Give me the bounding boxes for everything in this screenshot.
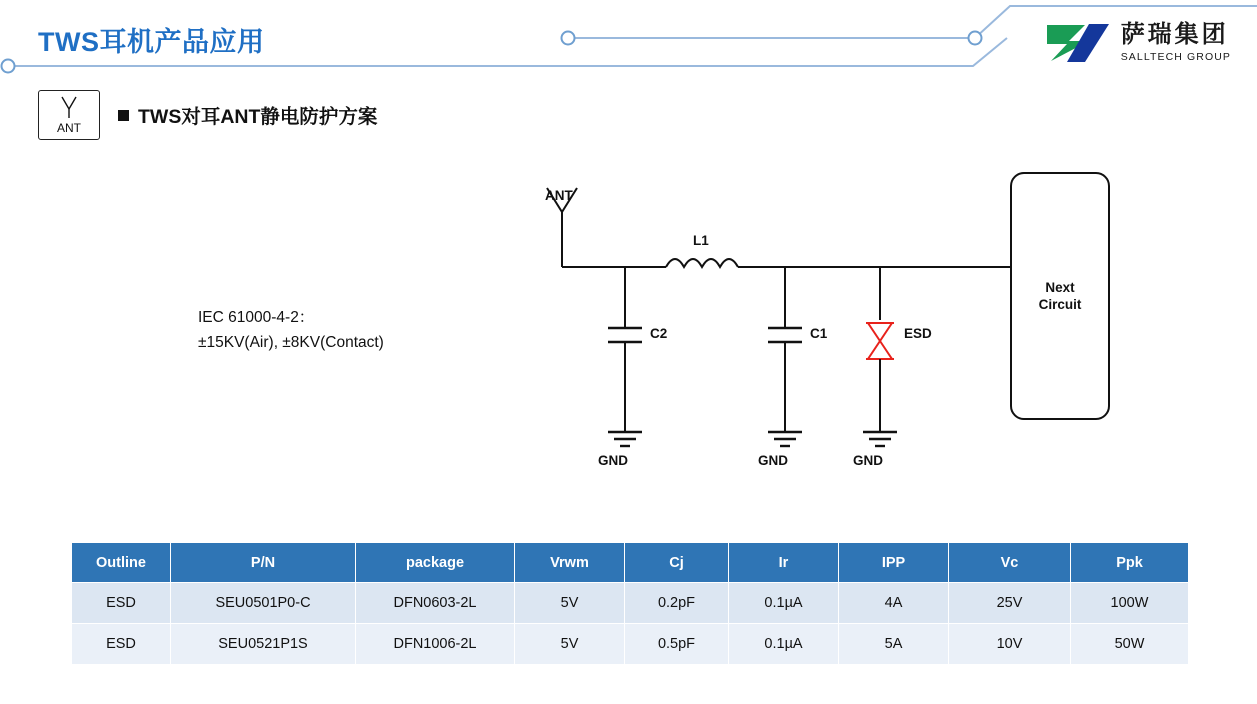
column-header-ppk: Ppk: [1071, 543, 1189, 583]
column-header-outline: Outline: [72, 543, 171, 583]
logo-name-en: SALLTECH GROUP: [1120, 51, 1231, 64]
column-header-cj: Cj: [625, 543, 729, 583]
label-gnd-2: GND: [758, 453, 788, 468]
cell-package: DFN1006-2L: [356, 624, 515, 665]
standard-note: [198, 305, 384, 355]
section-title: TWS对耳ANT静电防护方案: [138, 106, 378, 128]
cell-cj: 0.5pF: [625, 624, 729, 665]
page-title: TWS耳机产品应用: [38, 27, 265, 57]
cell-ppk: 100W: [1071, 583, 1189, 624]
next-circuit-line1: Next: [1045, 280, 1075, 295]
cell-ir: 0.1µA: [729, 624, 839, 665]
label-gnd-3: GND: [853, 453, 883, 468]
cell-ppk: 50W: [1071, 624, 1189, 665]
logo-mark-icon: [1045, 22, 1111, 64]
column-header-vc: Vc: [949, 543, 1071, 583]
cell-package: DFN0603-2L: [356, 583, 515, 624]
column-header-package: package: [356, 543, 515, 583]
antenna-badge: [38, 90, 100, 140]
cell-ipp: 5A: [839, 624, 949, 665]
bullet-square-icon: [118, 110, 129, 121]
cell-ir: 0.1µA: [729, 583, 839, 624]
next-circuit-line2: Circuit: [1038, 297, 1082, 312]
cell-pn: SEU0521P1S: [171, 624, 356, 665]
column-header-pn: P/N: [171, 543, 356, 583]
next-circuit-block: [1010, 172, 1110, 420]
cell-outline: ESD: [72, 583, 171, 624]
label-gnd-1: GND: [598, 453, 628, 468]
label-c2: C2: [650, 326, 668, 341]
cell-outline: ESD: [72, 624, 171, 665]
standard-note-line2: ±15KV(Air), ±8KV(Contact): [198, 334, 384, 351]
circuit-schematic: [500, 160, 1120, 490]
label-esd: ESD: [904, 326, 932, 341]
label-ant: ANT: [545, 188, 573, 203]
section-heading: [118, 101, 377, 129]
cell-vc: 25V: [949, 583, 1071, 624]
cell-pn: SEU0501P0-C: [171, 583, 356, 624]
table-header-row: [72, 543, 1189, 583]
antenna-badge-label: ANT: [57, 121, 81, 135]
esd-diode-symbol: [866, 323, 894, 359]
table-row: [72, 583, 1189, 624]
table-row: [72, 624, 1189, 665]
cell-vc: 10V: [949, 624, 1071, 665]
cell-cj: 0.2pF: [625, 583, 729, 624]
company-logo: [1045, 22, 1231, 64]
column-header-ir: Ir: [729, 543, 839, 583]
column-header-ipp: IPP: [839, 543, 949, 583]
logo-name-cn: 萨瑞集团: [1120, 21, 1229, 49]
cell-ipp: 4A: [839, 583, 949, 624]
cell-vrwm: 5V: [515, 583, 625, 624]
spec-table: [71, 542, 1189, 665]
label-l1: L1: [693, 233, 709, 248]
column-header-vrwm: Vrwm: [515, 543, 625, 583]
label-c1: C1: [810, 326, 828, 341]
cell-vrwm: 5V: [515, 624, 625, 665]
standard-note-line1: IEC 61000-4-2：: [198, 309, 315, 326]
antenna-icon: [52, 94, 86, 120]
